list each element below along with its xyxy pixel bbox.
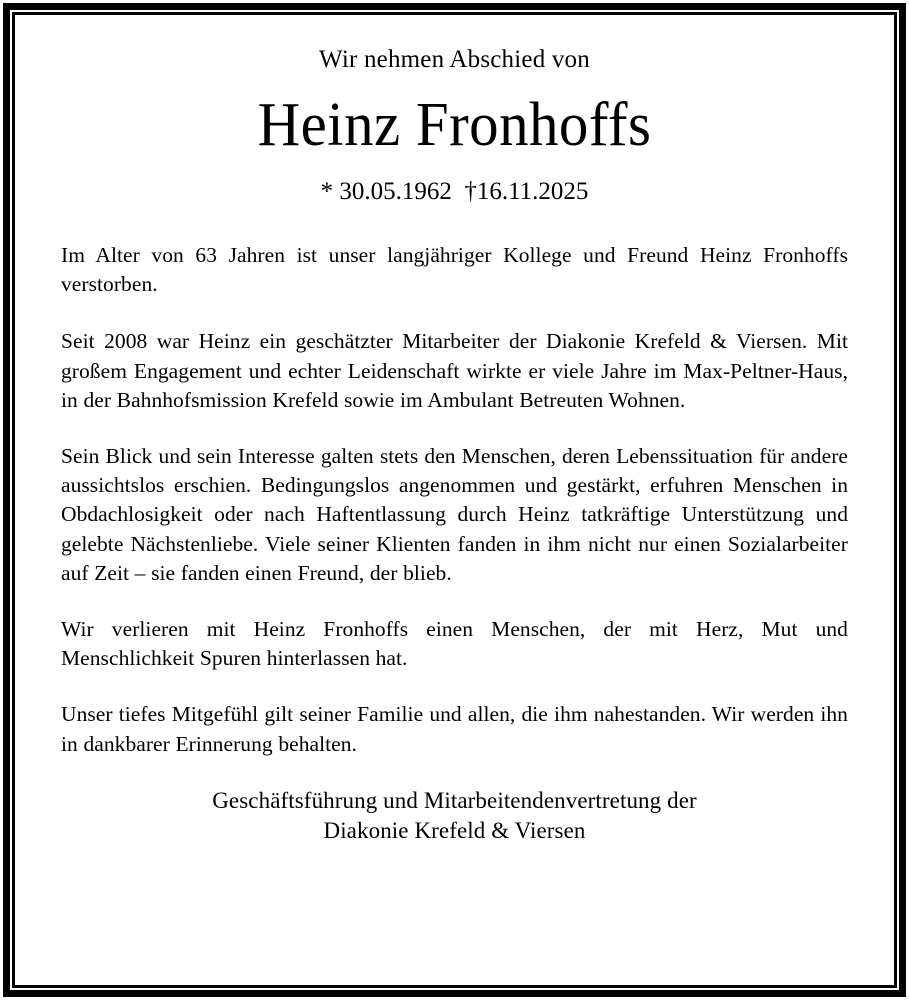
body-paragraph: Wir verlieren mit Heinz Fronhoffs einen Menschen, der mit Herz, Mut und Menschlichkeit Spuren hinterlassen hat. — [61, 617, 848, 671]
signature-block — [61, 786, 848, 846]
life-dates: * 30.05.1962 †16.11.2025 — [320, 178, 589, 205]
signature-organization-role: Geschäftsführung und Mitarbeitendenvertretung der — [212, 787, 697, 813]
signature-organization-name: Diakonie Krefeld & Viersen — [323, 817, 586, 843]
body-paragraph: Sein Blick und sein Interesse galten stets den Menschen, deren Lebenssituation für andere aussichtslos erschien. Bedingungslos angenommen und gestärkt, erfuhren Menschen in Obdachlosigkeit oder nach Haftentlassung durch Heinz tatkräftige Unterstützung und gelebte Nächstenliebe. Viele seiner Klienten fanden in ihm nicht nur einen Sozialarbeiter auf Zeit – sie fanden einen Freund, der blieb. — [61, 444, 848, 585]
deceased-name: Heinz Fronhoffs — [257, 91, 652, 159]
body-paragraph: Seit 2008 war Heinz ein geschätzter Mitarbeiter der Diakonie Krefeld & Viersen. Mit großem Engagement und echter Leidenschaft wirkte er viele Jahre im Max-Peltner-Haus, in der Bahnhofsmission Krefeld sowie im Ambulant Betreuten Wohnen. — [61, 329, 848, 412]
body-text-block — [61, 241, 848, 759]
farewell-heading: Wir nehmen Abschied von — [319, 46, 590, 73]
body-paragraph: Im Alter von 63 Jahren ist unser langjähriger Kollege und Freund Heinz Fronhoffs verstorben. — [61, 243, 848, 297]
notice-content — [15, 15, 894, 985]
inner-border-rule — [12, 12, 897, 988]
body-paragraph: Unser tiefes Mitgefühl gilt seiner Familie und allen, die ihm nahestanden. Wir werden ihn in dankbarer Erinnerung behalten. — [61, 702, 848, 756]
outer-border-frame — [3, 3, 906, 997]
